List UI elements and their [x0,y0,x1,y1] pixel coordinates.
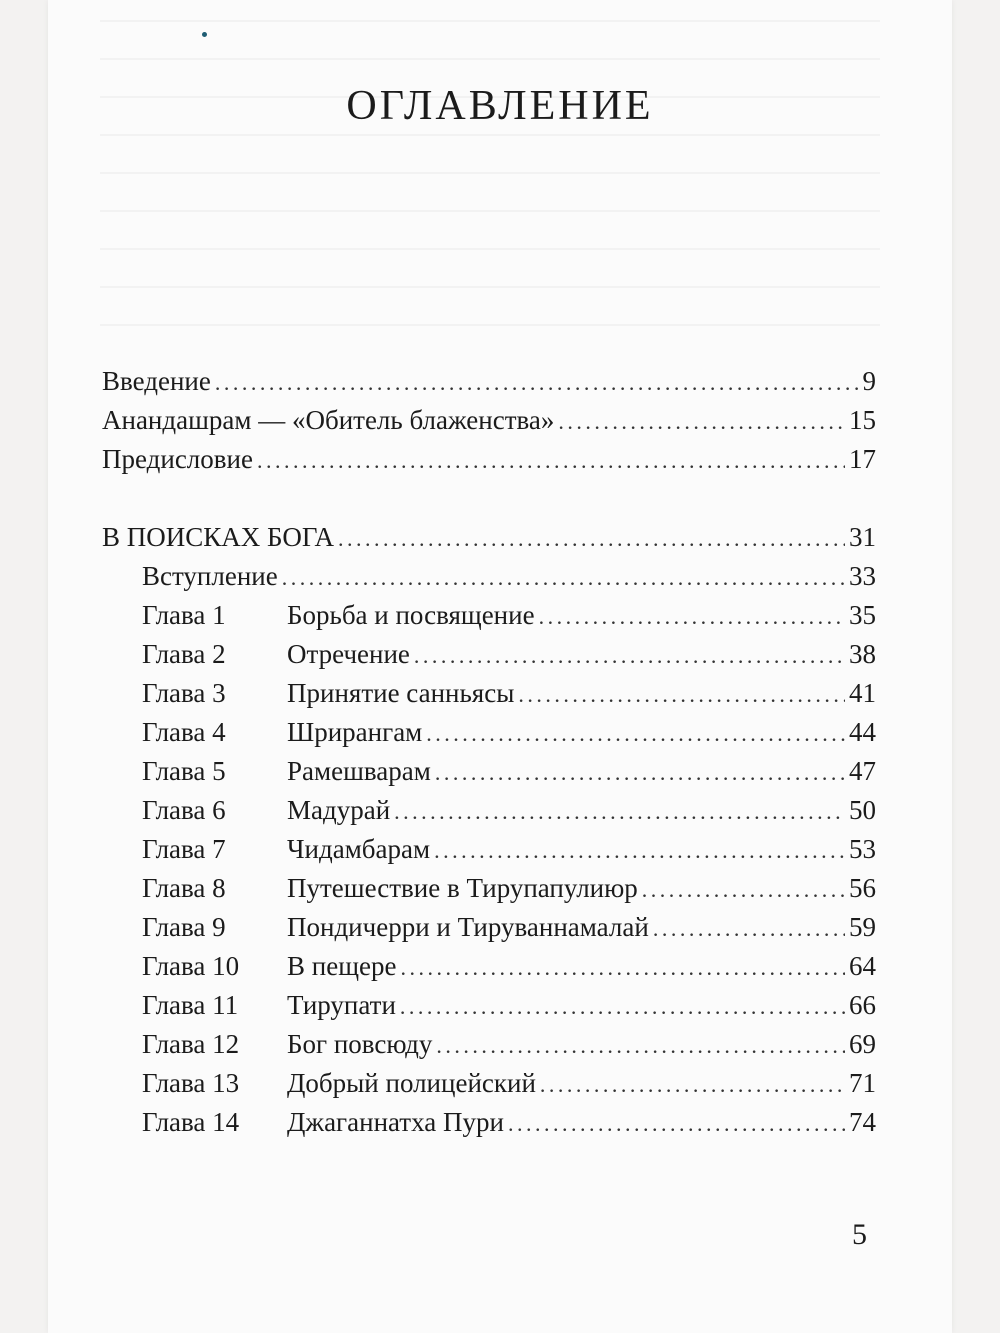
dot-leader [642,877,845,903]
toc-entry-text: Предисловие [102,444,253,474]
toc-chapter-row [102,873,876,909]
toc-chapter-row [102,717,876,753]
chapter-title: Пондичерри и Тируваннамалай [287,912,649,942]
chapter-label: Глава 9 [142,912,226,942]
chapter-label: Глава 8 [142,873,226,903]
dot-leader [539,604,845,630]
chapter-title: Мадурай [287,795,391,825]
chapter-page: 66 [849,990,876,1020]
chapter-title: Отречение [287,639,410,669]
dot-leader [426,721,845,747]
page-number: 5 [852,1218,867,1251]
chapter-page: 56 [849,873,876,903]
chapter-label: Глава 7 [142,834,226,864]
dot-leader [653,916,845,942]
dot-leader [558,409,845,435]
chapter-page: 71 [849,1068,876,1098]
ink-dot-mark [202,32,207,37]
toc-entry-page: 17 [849,444,876,474]
dot-leader [508,1111,845,1137]
dot-leader [338,526,845,552]
dot-leader [436,1033,845,1059]
toc-chapter-row [102,795,876,831]
chapter-page: 41 [849,678,876,708]
toc-entry-page: 15 [849,405,876,435]
chapter-title: Бог повсюду [287,1029,433,1059]
dot-leader [518,682,845,708]
toc-entry-text: Введение [102,366,211,396]
chapter-page: 35 [849,600,876,630]
chapter-label: Глава 12 [142,1029,240,1059]
toc-chapter-row [102,600,876,636]
chapter-title: Джаганнатха Пури [287,1107,504,1137]
dot-leader [414,643,845,669]
toc-entry-intro [102,561,876,597]
chapter-title: Рамешварам [287,756,431,786]
chapter-title: Добрый полицейский [287,1068,536,1098]
chapter-page: 74 [849,1107,876,1137]
toc-part-heading [102,522,876,558]
dot-leader [257,448,845,474]
chapter-title: Путешествие в Тирупапулиюр [287,873,638,903]
toc-entry-text: Вступление [142,561,278,591]
chapter-label: Глава 2 [142,639,226,669]
dot-leader [282,565,845,591]
chapter-page: 69 [849,1029,876,1059]
chapter-label: Глава 11 [142,990,239,1020]
page-title: ОГЛАВЛЕНИЕ [346,83,654,129]
chapter-label: Глава 4 [142,717,226,747]
dot-leader [434,838,845,864]
toc-entry-page: 9 [862,366,876,396]
chapter-title: Принятие санньясы [287,678,515,708]
toc-chapter-row [102,951,876,987]
toc-entry-introduction [102,366,876,402]
toc-entry-page: 33 [849,561,876,591]
toc-entry-preface [102,444,876,480]
toc-entry-text: В ПОИСКАХ БОГА [102,522,335,552]
chapter-title: В пещере [287,951,397,981]
chapter-page: 59 [849,912,876,942]
chapter-page: 44 [849,717,876,747]
chapter-page: 50 [849,795,876,825]
toc-chapter-row [102,639,876,675]
chapter-page: 47 [849,756,876,786]
toc-entry-anandashram [102,405,876,441]
toc-entry-text: Анандашрам — «Обитель блаженства» [102,405,555,435]
toc-chapter-row [102,1029,876,1065]
chapter-label: Глава 10 [142,951,240,981]
toc-chapter-row [102,834,876,870]
toc-chapter-row [102,678,876,714]
chapter-label: Глава 14 [142,1107,240,1137]
chapter-title: Тирупати [287,990,396,1020]
dot-leader [435,760,845,786]
dot-leader [400,994,845,1020]
chapter-page: 53 [849,834,876,864]
toc-entry-page: 31 [849,522,876,552]
chapter-label: Глава 13 [142,1068,240,1098]
toc-chapter-row [102,1068,876,1104]
dot-leader [540,1072,845,1098]
toc-chapter-row [102,912,876,948]
chapter-title: Борьба и посвящение [287,600,535,630]
dot-leader [215,370,859,396]
dot-leader [400,955,845,981]
dot-leader [394,799,845,825]
toc-chapter-row [102,990,876,1026]
chapter-label: Глава 1 [142,600,226,630]
chapter-page: 38 [849,639,876,669]
chapter-title: Шрирангам [287,717,423,747]
toc-chapter-row [102,1107,876,1143]
chapter-page: 64 [849,951,876,981]
toc-chapter-row [102,756,876,792]
chapter-label: Глава 3 [142,678,226,708]
chapter-label: Глава 5 [142,756,226,786]
chapter-label: Глава 6 [142,795,226,825]
chapter-title: Чидамбарам [287,834,431,864]
